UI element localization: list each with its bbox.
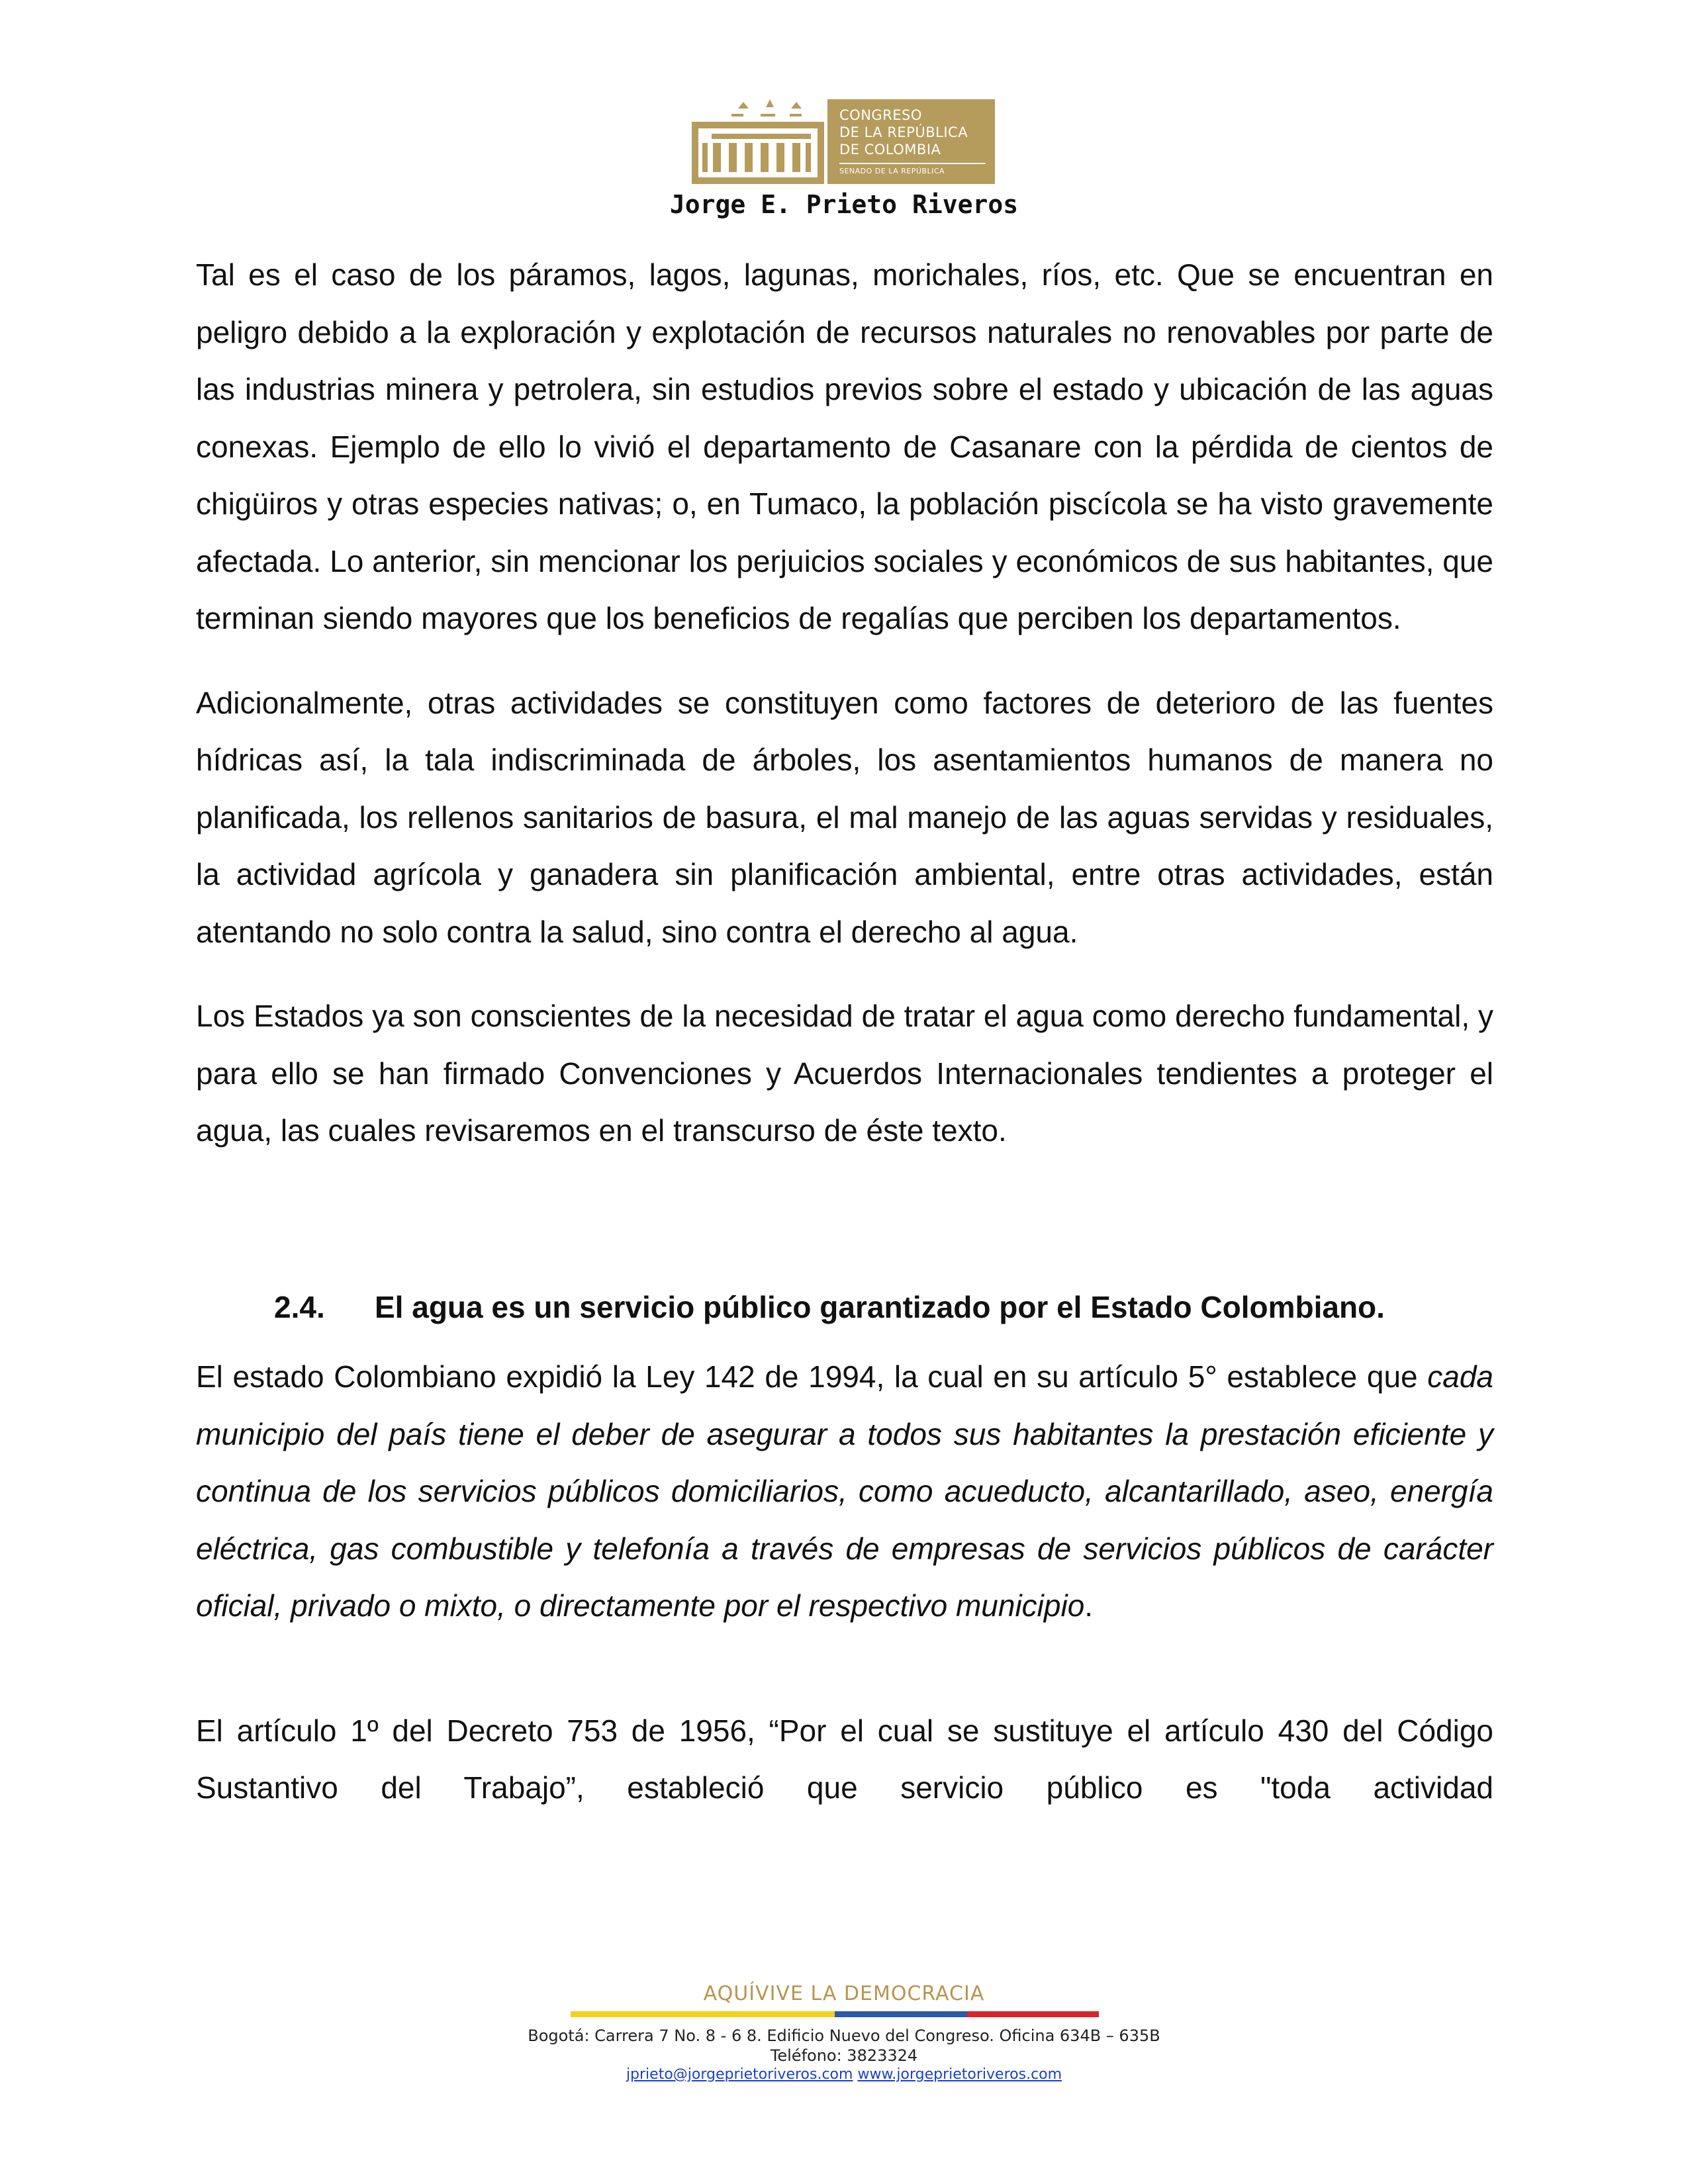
document-body bbox=[196, 246, 1493, 1817]
footer-address: Bogotá: Carrera 7 No. 8 - 6 8. Edificio Nuevo del Congreso. Oficina 634B – 635B bbox=[528, 2026, 1160, 2045]
paragraph-4-quote: cada municipio del país tiene el deber de asegurar a todos sus habitantes la prestación eficiente y continua de los servicios públicos domiciliarios, como acueducto, alcantarillado, aseo, energía eléctrica, gas combustible y telefonía a través de empresas de servicios públicos de carácter oficial, privado o mixto, o directamente por el respectivo municipio bbox=[196, 1359, 1493, 1623]
footer-links bbox=[0, 2066, 1688, 2083]
flag-red-stripe bbox=[967, 2011, 1100, 2017]
logo-line-2: DE LA REPÚBLICA bbox=[839, 124, 968, 140]
paragraph-2: Adicionalmente, otras actividades se constituyen como factores de deterioro de las fuentes hídricas así, la tala indiscriminada de árboles, los asentamientos humanos de manera no planificada, los rellenos sanitarios de basura, el mal manejo de las aguas servidas y residuales, la actividad agrícola y ganadera sin planificación ambiental, entre otras actividades, están atentando no solo contra la salud, sino contra el derecho al agua. bbox=[196, 685, 1493, 949]
colombia-flag-bar bbox=[571, 2011, 1099, 2017]
footer-phone: Teléfono: 3823324 bbox=[770, 2046, 918, 2065]
paragraph-4 bbox=[196, 1348, 1493, 1635]
footer-website-link[interactable]: www.jorgeprietoriveros.com bbox=[857, 2066, 1062, 2083]
logo-label-box bbox=[827, 99, 995, 184]
flag-blue-stripe bbox=[835, 2011, 967, 2017]
paragraph-4-lead: El estado Colombiano expidió la Ley 142 de 1994, la cual en su artículo 5° establece que bbox=[196, 1359, 1428, 1394]
logo-subtitle: SENADO DE LA REPÚBLICA bbox=[839, 167, 945, 175]
paragraph-4-end: . bbox=[1084, 1588, 1094, 1623]
flag-yellow-stripe bbox=[571, 2011, 835, 2017]
capitol-building-icon bbox=[692, 99, 824, 184]
paragraph-1: Tal es el caso de los páramos, lagos, lagunas, morichales, ríos, etc. Que se encuentran en peligro debido a la exploración y explotación de recursos naturales no renovables por parte de las industrias minera y petrolera, sin estudios previos sobre el estado y ubicación de las aguas conexas. Ejemplo de ello lo vivió el departamento de Casanare con la pérdida de cientos de chigüiros y otras especies nativas; o, en Tumaco, la población piscícola se ha visto gravemente afectada. Lo anterior, sin mencionar los perjuicios sociales y económicos de sus habitantes, que terminan siendo mayores que los beneficios de regalías que perciben los departamentos. bbox=[196, 257, 1493, 635]
section-heading bbox=[196, 1279, 1493, 1336]
congress-logo bbox=[692, 99, 995, 184]
logo-divider bbox=[839, 163, 986, 164]
section-number: 2.4. bbox=[274, 1289, 325, 1324]
section-title: El agua es un servicio público garantizado por el Estado Colombiano. bbox=[375, 1289, 1385, 1324]
paragraph-5: El artículo 1º del Decreto 753 de 1956, “Por el cual se sustituye el artículo 430 del Código Sustantivo del Trabajo”, estableció que servicio público es "toda actividad bbox=[196, 1713, 1493, 1805]
logo-line-1: CONGRESO bbox=[839, 107, 922, 123]
paragraph-3: Los Estados ya son conscientes de la necesidad de tratar el agua como derecho fundamental, y para ello se han firmado Convenciones y Acuerdos Internacionales tendientes a proteger el agua, las cuales revisaremos en el transcurso de éste texto. bbox=[196, 999, 1493, 1148]
footer-email-link[interactable]: jprieto@jorgeprietoriveros.com bbox=[626, 2066, 853, 2083]
logo-line-3: DE COLOMBIA bbox=[839, 142, 941, 158]
author-name: Jorge E. Prieto Riveros bbox=[669, 190, 1019, 219]
footer-slogan: AQUÍVIVE LA DEMOCRACIA bbox=[703, 1982, 985, 2005]
